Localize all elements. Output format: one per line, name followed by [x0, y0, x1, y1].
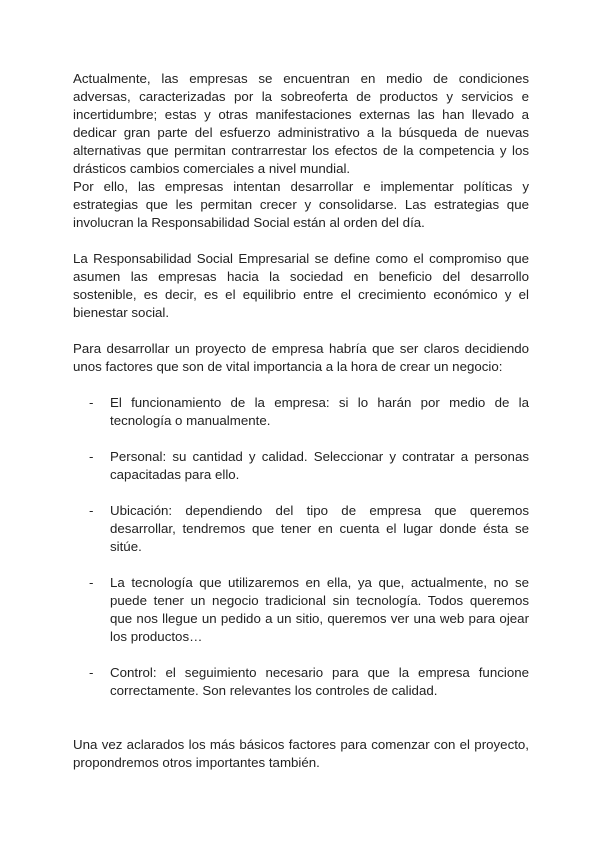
bullet-dash: - [89, 503, 94, 518]
list-item [73, 394, 529, 430]
bullet-dash: - [89, 575, 94, 590]
spacer [73, 322, 529, 340]
list-item [73, 448, 529, 484]
spacer [73, 556, 529, 574]
paragraph-factors-intro: Para desarrollar un proyecto de empresa habría que ser claros decidiendo unos factores que son de vital importancia a la hora de crear un negocio: [73, 341, 529, 374]
list-item [73, 574, 529, 646]
spacer [73, 646, 529, 664]
bullet-dash: - [89, 665, 94, 680]
spacer [73, 718, 529, 736]
list-item [73, 502, 529, 556]
bullet-dash: - [89, 395, 94, 410]
paragraph-definition: La Responsabilidad Social Empresarial se define como el compromiso que asumen las empresas hacia la sociedad en beneficio del desarrollo sostenible, es decir, es el equilibrio entre el crecimiento económico y el bienestar social. [73, 251, 529, 320]
spacer [73, 484, 529, 502]
list-item-text: Ubicación: dependiendo del tipo de empresa que queremos desarrollar, tendremos que tener en cuenta el lugar donde ésta se sitúe. [110, 503, 529, 554]
list-item-text: La tecnología que utilizaremos en ella, ya que, actualmente, no se puede tener un negocio tradicional sin tecnología. Todos queremos que nos llegue un pedido a un sitio, queremos ver una web para ojear los productos… [110, 575, 529, 644]
spacer [73, 430, 529, 448]
list-item-text: Control: el seguimiento necesario para que la empresa funcione correctamente. Son relevantes los controles de calidad. [110, 665, 529, 698]
spacer [73, 376, 529, 394]
factors-list [73, 394, 529, 700]
spacer [73, 232, 529, 250]
paragraph-intro: Actualmente, las empresas se encuentran en medio de condiciones adversas, caracterizadas por la sobreoferta de productos y servicios e incertidumbre; estas y otras manifestaciones externas las han llevado a dedicar gran parte del esfuerzo administrativo a la búsqueda de nuevas alternativas que permitan contrarrestar los efectos de la competencia y los drásticos cambios comerciales a nivel mundial. [73, 71, 529, 176]
bullet-dash: - [89, 449, 94, 464]
spacer [73, 700, 529, 718]
list-item [73, 664, 529, 700]
paragraph-closing: Una vez aclarados los más básicos factores para comenzar con el proyecto, propondremos otros importantes también. [73, 737, 529, 770]
list-item-text: Personal: su cantidad y calidad. Seleccionar y contratar a personas capacitadas para ello. [110, 449, 529, 482]
list-item-text: El funcionamiento de la empresa: si lo harán por medio de la tecnología o manualmente. [110, 395, 529, 428]
document-body [73, 70, 529, 772]
paragraph-strategies: Por ello, las empresas intentan desarrollar e implementar políticas y estrategias que les permitan crecer y consolidarse. Las estrategias que involucran la Responsabilidad Social están al orden del día. [73, 179, 529, 230]
